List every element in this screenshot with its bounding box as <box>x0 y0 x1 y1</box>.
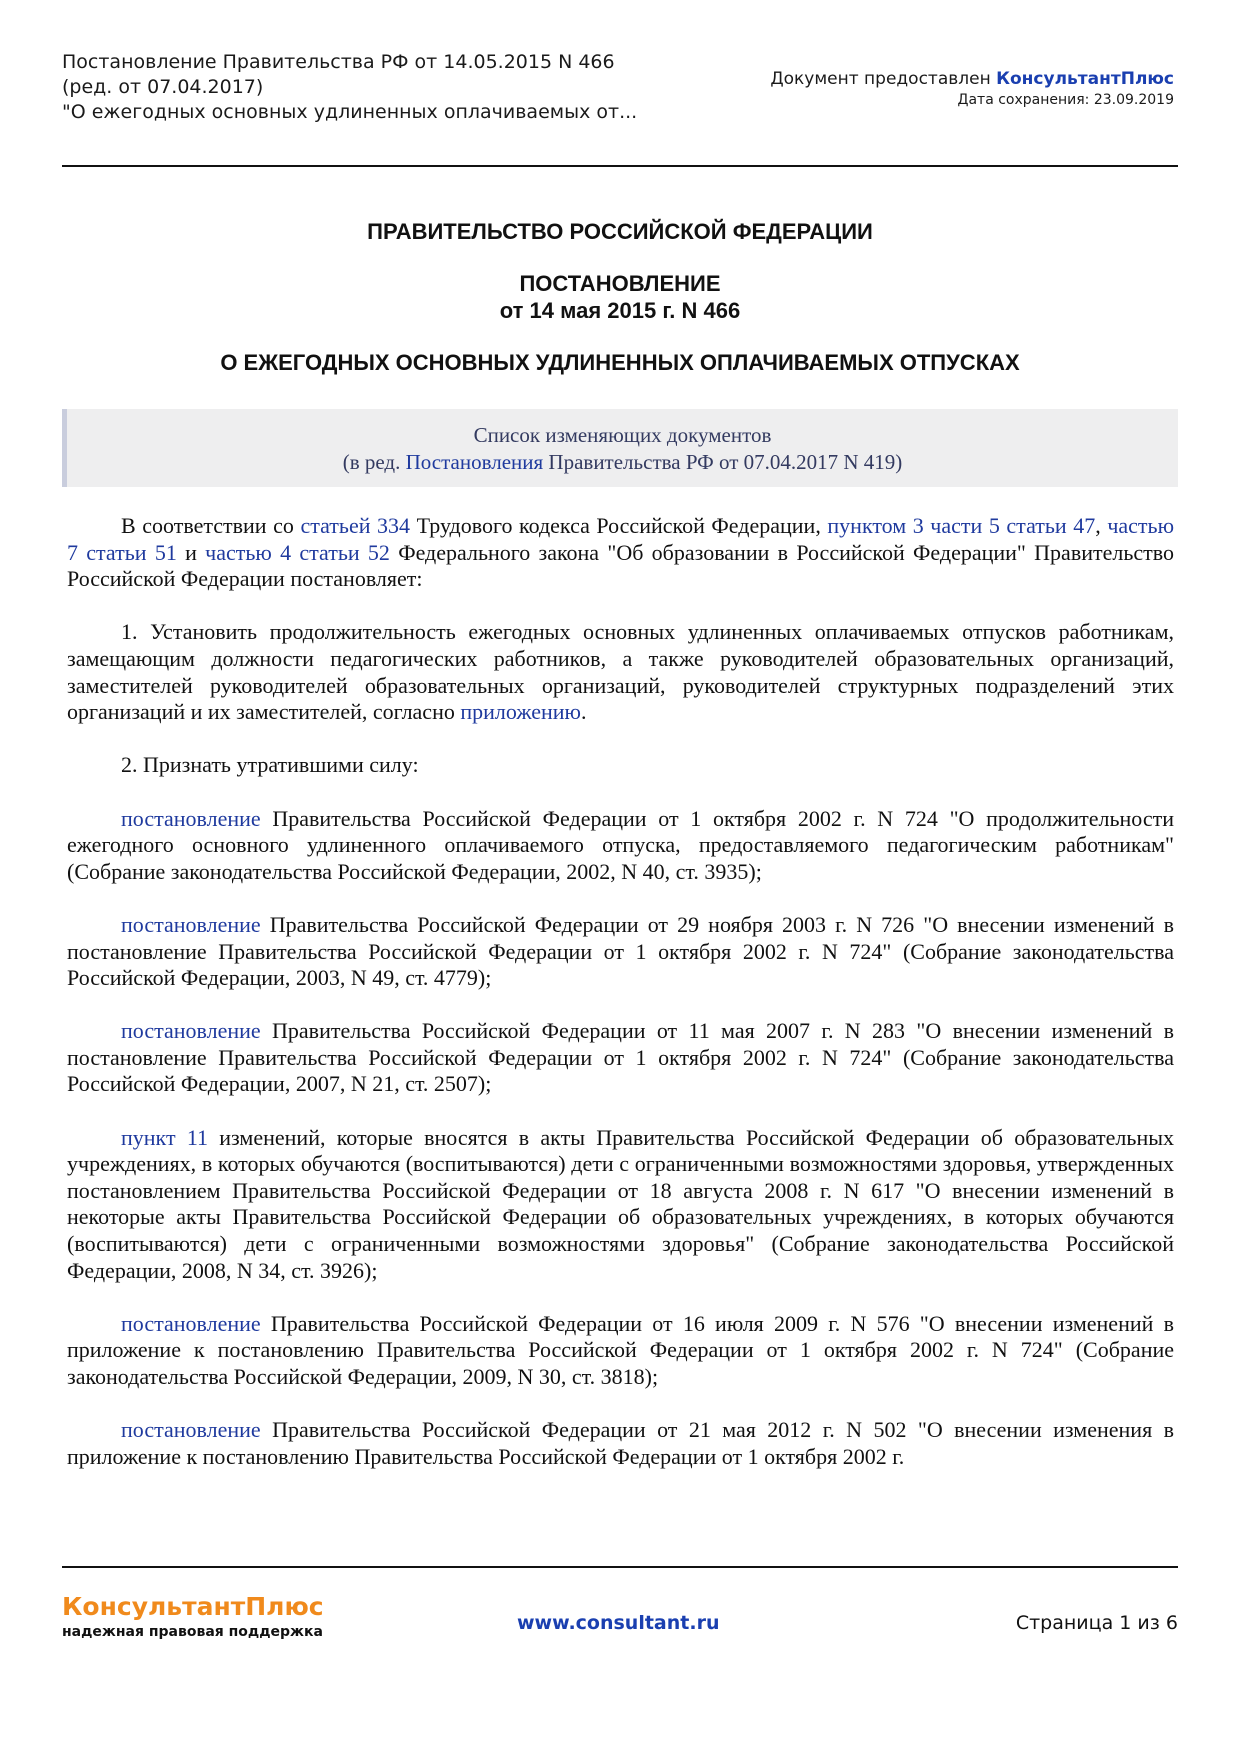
document-subject: О ЕЖЕГОДНЫХ ОСНОВНЫХ УДЛИНЕННЫХ ОПЛАЧИВАЕМЫХ ОТПУСКАХ <box>220 350 1020 375</box>
repealed-act-link[interactable]: постановление <box>121 1310 261 1336</box>
document-header-title <box>62 50 662 125</box>
preamble-text: В соответствии со <box>121 513 301 538</box>
article-47-link[interactable]: пунктом 3 части 5 статьи 47 <box>827 513 1096 538</box>
saved-date: Дата сохранения: 23.09.2019 <box>957 92 1174 108</box>
amendments-heading: Список изменяющих документов <box>473 423 772 447</box>
footer-site-link[interactable]: www.consultant.ru <box>517 1612 720 1634</box>
article-52-link[interactable]: частью 4 статьи 52 <box>205 539 390 565</box>
provided-by-text: Документ предоставлен <box>770 69 997 89</box>
preamble-paragraph <box>67 513 1174 593</box>
document-date-number: от 14 мая 2015 г. N 466 <box>499 298 741 323</box>
item-1-text: 1. Установить продолжительность ежегодных основных удлиненных оплачиваемых отпусков работникам, замещающим должности педагогических работников, а также руководителей образовательных организаций, заместителей руководителей образовательных организаций, руководителей структурных подразделений этих организаций и их заместителей, согласно <box>67 619 1174 725</box>
footer-divider <box>62 1566 1178 1568</box>
header-title-line-3: "О ежегодных основных удлиненных оплачиваемых от... <box>62 101 638 123</box>
article-51-link[interactable]: частью 7 статьи 51 <box>67 513 1175 565</box>
header-divider <box>62 165 1178 167</box>
provider-brand-link[interactable]: КонсультантПлюс <box>996 69 1174 89</box>
issuing-authority: ПРАВИТЕЛЬСТВО РОССИЙСКОЙ ФЕДЕРАЦИИ <box>367 219 873 244</box>
provided-by <box>770 68 1174 90</box>
repealed-act-link[interactable]: постановление <box>121 1018 261 1044</box>
repealed-act-text: Правительства Российской Федерации от 1 октября 2002 г. N 724 "О продолжительности ежегодного основного удлиненного оплачиваемого отпуска, предоставляемого педагогическим работникам" (Собрание законодательства Российской Федерации, 2002, N 40, ст. 3935); <box>67 805 1174 884</box>
preamble-text: Федерального закона "Об образовании в Российской Федерации" Правительство Российской Федерации постановляет: <box>67 539 1174 592</box>
page-indicator <box>1016 1612 1178 1634</box>
repealed-act-paragraph <box>67 1125 1174 1285</box>
repealed-act-paragraph <box>67 1311 1174 1391</box>
header-title-line-1: Постановление Правительства РФ от 14.05.2015 N 466 <box>62 51 615 73</box>
repealed-act-paragraph <box>67 1018 1174 1098</box>
repealed-act-link[interactable]: постановление <box>121 1417 261 1443</box>
page-total: 6 <box>1165 1612 1178 1634</box>
document-provider-info <box>770 68 1174 110</box>
item-1-paragraph <box>67 619 1174 725</box>
preamble-text: и <box>176 539 206 565</box>
item-1-text: . <box>581 699 587 725</box>
repealed-act-link[interactable]: постановление <box>121 911 261 937</box>
amendments-text-open: (в ред. <box>342 450 406 474</box>
appendix-link[interactable]: приложению <box>460 699 581 725</box>
item-2-paragraph: 2. Признать утратившими силу: <box>121 752 419 778</box>
page-separator: из <box>1131 1612 1166 1634</box>
footer-brand-logo <box>62 1592 324 1642</box>
preamble-text: Трудового кодекса Российской Федерации, <box>410 513 828 538</box>
page-label: Страница <box>1015 1612 1120 1634</box>
document-titles <box>62 218 1178 376</box>
repealed-act-text: Правительства Российской Федерации от 16 июля 2009 г. N 576 "О внесении изменений в приложение к постановлению Правительства Российской Федерации от 1 октября 2002 г. N 724" (Собрание законодательства Российской Федерации, 2009, N 30, ст. 3818); <box>67 1310 1174 1389</box>
page-current: 1 <box>1119 1612 1132 1634</box>
repealed-act-text: Правительства Российской Федерации от 21 мая 2012 г. N 502 "О внесении изменения в приложение к постановлению Правительства Российской Федерации от 1 октября 2002 г. <box>67 1417 1174 1469</box>
repealed-act-paragraph <box>67 1417 1174 1470</box>
document-body <box>67 513 1174 1497</box>
amendments-reference <box>67 449 1178 476</box>
repealed-act-text: изменений, которые вносятся в акты Правительства Российской Федерации об образовательных учреждениях, в которых обучаются (воспитываются) дети с ограниченными возможностями здоровья, утвержденных постановлением Правительства Российской Федерации от 18 августа 2008 г. N 617 "О внесении изменений в некоторые акты Правительства Российской Федерации об образовательных учреждениях, в которых обучаются (воспитываются) дети с ограниченными возможностями здоровья" (Собрание законодательства Российской Федерации, 2008, N 34, ст. 3926); <box>67 1124 1174 1283</box>
footer-tagline: надежная правовая поддержка <box>62 1624 323 1640</box>
amendments-list-box <box>62 409 1178 487</box>
repealed-act-paragraph <box>67 806 1174 886</box>
repealed-act-text: Правительства Российской Федерации от 11 мая 2007 г. N 283 "О внесении изменений в постановление Правительства Российской Федерации от 1 октября 2002 г. N 724" (Собрание законодательства Российской Федерации, 2007, N 21, ст. 2507); <box>67 1018 1174 1097</box>
amendment-link[interactable]: Постановления <box>405 450 544 474</box>
header-title-line-2: (ред. от 07.04.2017) <box>62 76 264 98</box>
repealed-act-link[interactable]: постановление <box>121 805 261 831</box>
preamble-text: , <box>1095 513 1108 538</box>
repealed-act-link[interactable]: пункт 11 <box>121 1124 209 1150</box>
footer-brand-name: КонсультантПлюс <box>62 1592 324 1621</box>
document-type: ПОСТАНОВЛЕНИЕ <box>519 271 721 296</box>
repealed-act-text: Правительства Российской Федерации от 29 ноября 2003 г. N 726 "О внесении изменений в постановление Правительства Российской Федерации от 1 октября 2002 г. N 724" (Собрание законодательства Российской Федерации, 2003, N 49, ст. 4779); <box>67 911 1174 991</box>
article-334-link[interactable]: статьей 334 <box>300 513 411 538</box>
amendments-text-rest: Правительства РФ от 07.04.2017 N 419) <box>543 450 903 474</box>
repealed-act-paragraph <box>67 912 1174 992</box>
